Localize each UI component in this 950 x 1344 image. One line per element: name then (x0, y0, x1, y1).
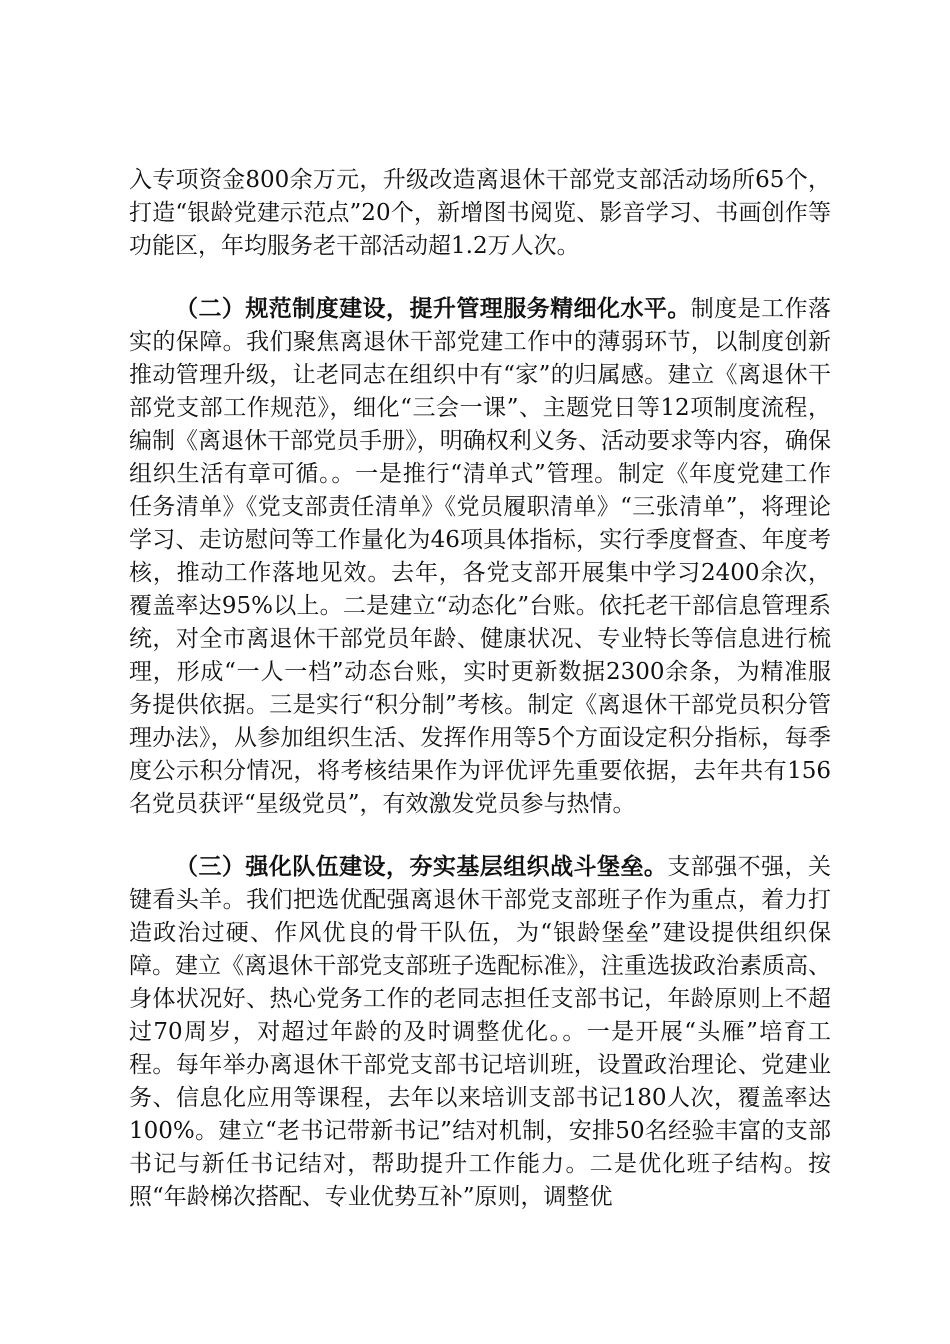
paragraph-text: 制度是工作落实的保障。我们聚焦离退休干部党建工作中的薄弱环节，以制度创新推动管理升级，让老同志在组织中有“家”的归属感。建立《离退休干部党支部工作规范》，细化“三会一课”、主题党日等12项制度流程，编制《离退休干部党员手册》，明确权利义务、活动要求等内容，确保组织生活有章可循。。一是推行“清单式”管理。制定《年度党建工作任务清单》《党支部责任清单》《党员履职清单》“三张清单”，将理论学习、走访慰问等工作量化为46项具体指标，实行季度督查、年度考核，推动工作落地见效。去年，各党支部开展集中学习2400余次，覆盖率达95%以上。二是建立“动态化”台账。依托老干部信息管理系统，对全市离退休干部党员年龄、健康状况、专业特长等信息进行梳理，形成“一人一档”动态台账，实时更新数据2300余条，为精准服务提供依据。三是实行“积分制”考核。制定《离退休干部党员积分管理办法》，从参加组织生活、发挥作用等5个方面设定积分指标，每季度公示积分情况，将考核结果作为评优评先重要依据，去年共有156名党员获评“星级党员”，有效激发党员参与热情。 (129, 296, 832, 817)
paragraph-text: 支部强不强，关键看头羊。我们把选优配强离退休干部党支部班子作为重点，着力打造政治过硬、作风优良的骨干队伍，为“银龄堡垒”建设提供组织保障。建立《离退休干部党支部班子选配标准》，注重选拔政治素质高、身体状况好、热心党务工作的老同志担任支部书记，年龄原则上不超过70周岁，对超过年龄的及时调整优化。。一是开展“头雁”培育工程。每年举办离退休干部党支部书记培训班，设置政治理论、党建业务、信息化应用等课程，去年以来培训支部书记180人次，覆盖率达100%。建立“老书记带新书记”结对机制，安排50名经验丰富的支部书记与新任书记结对，帮助提升工作能力。二是优化班子结构。按照“年龄梯次搭配、专业优势互补”原则，调整优 (129, 854, 832, 1210)
paragraph-funding-continuation (129, 164, 831, 263)
document-body (129, 164, 831, 1214)
paragraph-section-two (129, 293, 831, 821)
section-heading: （三）强化队伍建设，夯实基层组织战斗堡垒。 (175, 854, 668, 880)
section-heading: （二）规范制度建设，提升管理服务精细化水平。 (175, 296, 691, 322)
paragraph-text: 入专项资金800余万元，升级改造离退休干部党支部活动场所65个，打造“银龄党建示范点”20个，新增图书阅览、影音学习、书画创作等功能区，年均服务老干部活动超1.2万人次。 (129, 167, 831, 259)
paragraph-section-three (129, 851, 831, 1214)
